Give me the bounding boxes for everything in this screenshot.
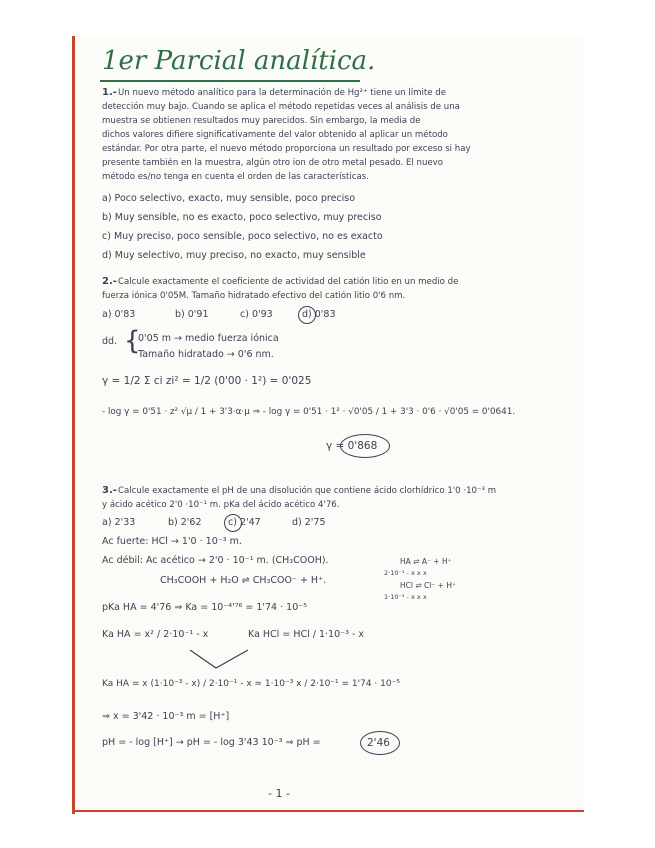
q2-data-item: 0'05 m → medio fuerza iónica xyxy=(138,333,279,344)
q2-option: c) 0'93 xyxy=(240,309,273,320)
q3-option-selected: c) 2'47 xyxy=(228,517,261,528)
q1-line: estándar. Por otra parte, el nuevo método proporciona un resultado por exceso si hay xyxy=(102,144,471,154)
q1-number: 1.- xyxy=(102,87,117,98)
q3-option: a) 2'33 xyxy=(102,517,136,528)
q3-number: 3.- xyxy=(102,485,117,496)
q1-option: d) Muy selectivo, muy preciso, no exacto, muy sensible xyxy=(102,250,366,261)
q3-strong-acid: Ac fuerte: HCl → 1'0 · 10⁻³ m. xyxy=(102,536,242,547)
page-number: - 1 - xyxy=(268,787,290,800)
q3-ka-ha-full: Ka HA = x (1·10⁻³ - x) / 2·10⁻¹ - x ≃ 1·10⁻³ x / 2·10⁻¹ = 1'74 · 10⁻⁵ xyxy=(102,679,400,689)
q2-result: γ = 0'868 xyxy=(326,440,378,452)
q2-number: 2.- xyxy=(102,276,117,287)
q2-line: fuerza iónica 0'05M. Tamaño hidratado efectivo del catión litio 0'6 nm. xyxy=(102,291,406,301)
q1-line: Un nuevo método analítico para la determinación de Hg²⁺ tiene un límite de xyxy=(118,88,447,98)
q3-ka-hcl-def: Ka HCl = HCl / 1·10⁻³ - x xyxy=(248,629,365,640)
q3-equilibrium-ha: HA ⇌ A⁻ + H⁺ xyxy=(400,557,452,566)
answer-circle xyxy=(360,731,400,755)
q1-line: dichos valores difiere significativamente del valor obtenido al aplicar un método xyxy=(102,130,448,140)
q3-x-result: ⇒ x = 3'42 · 10⁻³ m = [H⁺] xyxy=(102,711,230,722)
q3-line: Calcule exactamente el pH de una disolución que contiene ácido clorhídrico 1'0 ·10⁻³ m xyxy=(118,486,497,496)
q1-line: detección muy bajo. Cuando se aplica el método repetidas veces al análisis de una xyxy=(102,102,460,112)
q3-equilibrium-hcl: HCl ⇌ Cl⁻ + H⁺ xyxy=(400,581,456,590)
q3-weak-acid: Ac débil: Ac acético → 2'0 · 10⁻¹ m. (CH₃COOH). xyxy=(102,555,329,566)
q1-line: método es/no tenga en cuenta el orden de las características. xyxy=(102,172,369,182)
q3-option: d) 2'75 xyxy=(292,517,326,528)
q2-data-label: dd. xyxy=(102,336,118,347)
q1-line: presente también en la muestra, algún otro ion de otro metal pesado. El nuevo xyxy=(102,158,444,168)
brace-icon: { xyxy=(124,326,141,356)
q3-pka: pKa HA = 4'76 ⇒ Ka = 10⁻⁴'⁷⁶ = 1'74 · 10⁻⁵ xyxy=(102,602,308,613)
q3-equilibrium-ha-sub: 2·10⁻¹ - x x x xyxy=(384,569,427,577)
q2-line: Calcule exactamente el coeficiente de actividad del catión litio en un medio de xyxy=(118,277,459,287)
q1-option: b) Muy sensible, no es exacto, poco selectivo, muy preciso xyxy=(102,212,382,223)
q3-reaction: CH₃COOH + H₂O ⇌ CH₃COO⁻ + H⁺. xyxy=(160,575,327,586)
q2-debye-huckel: - log γ = 0'51 · z² √μ / 1 + 3'3·α·μ ⇒ - log γ = 0'51 · 1² · √0'05 / 1 + 3'3 · 0'6 · √0'05 = 0'0641. xyxy=(102,407,516,417)
q3-line: y ácido acético 2'0 ·10⁻¹ m. pKa del ácido acético 4'76. xyxy=(102,500,340,510)
q1-option: a) Poco selectivo, exacto, muy sensible, poco preciso xyxy=(102,193,356,204)
q2-option-selected: d) 0'83 xyxy=(302,309,336,320)
q1-option: c) Muy preciso, poco sensible, poco selectivo, no es exacto xyxy=(102,231,383,242)
q2-data-item: Tamaño hidratado → 0'6 nm. xyxy=(138,349,274,360)
q3-equilibrium-hcl-sub: 1·10⁻³ - x x x xyxy=(384,593,427,601)
q2-option: b) 0'91 xyxy=(175,309,209,320)
q1-line: muestra se obtienen resultados muy parecidos. Sin embargo, la media de xyxy=(102,116,421,126)
q3-option: b) 2'62 xyxy=(168,517,202,528)
page-title: 1er Parcial analítica. xyxy=(102,46,376,76)
q2-ionic-strength: γ = 1/2 Σ ci zi² = 1/2 (0'00 · 1²) = 0'025 xyxy=(102,375,312,387)
q3-ka-ha-def: Ka HA = x² / 2·10⁻¹ - x xyxy=(102,629,209,640)
q3-ph-value: 2'46 xyxy=(367,737,390,749)
q3-ph-calc: pH = - log [H⁺] → pH = - log 3'43 10⁻³ ⇒ pH = xyxy=(102,737,321,748)
q2-option: a) 0'83 xyxy=(102,309,136,320)
